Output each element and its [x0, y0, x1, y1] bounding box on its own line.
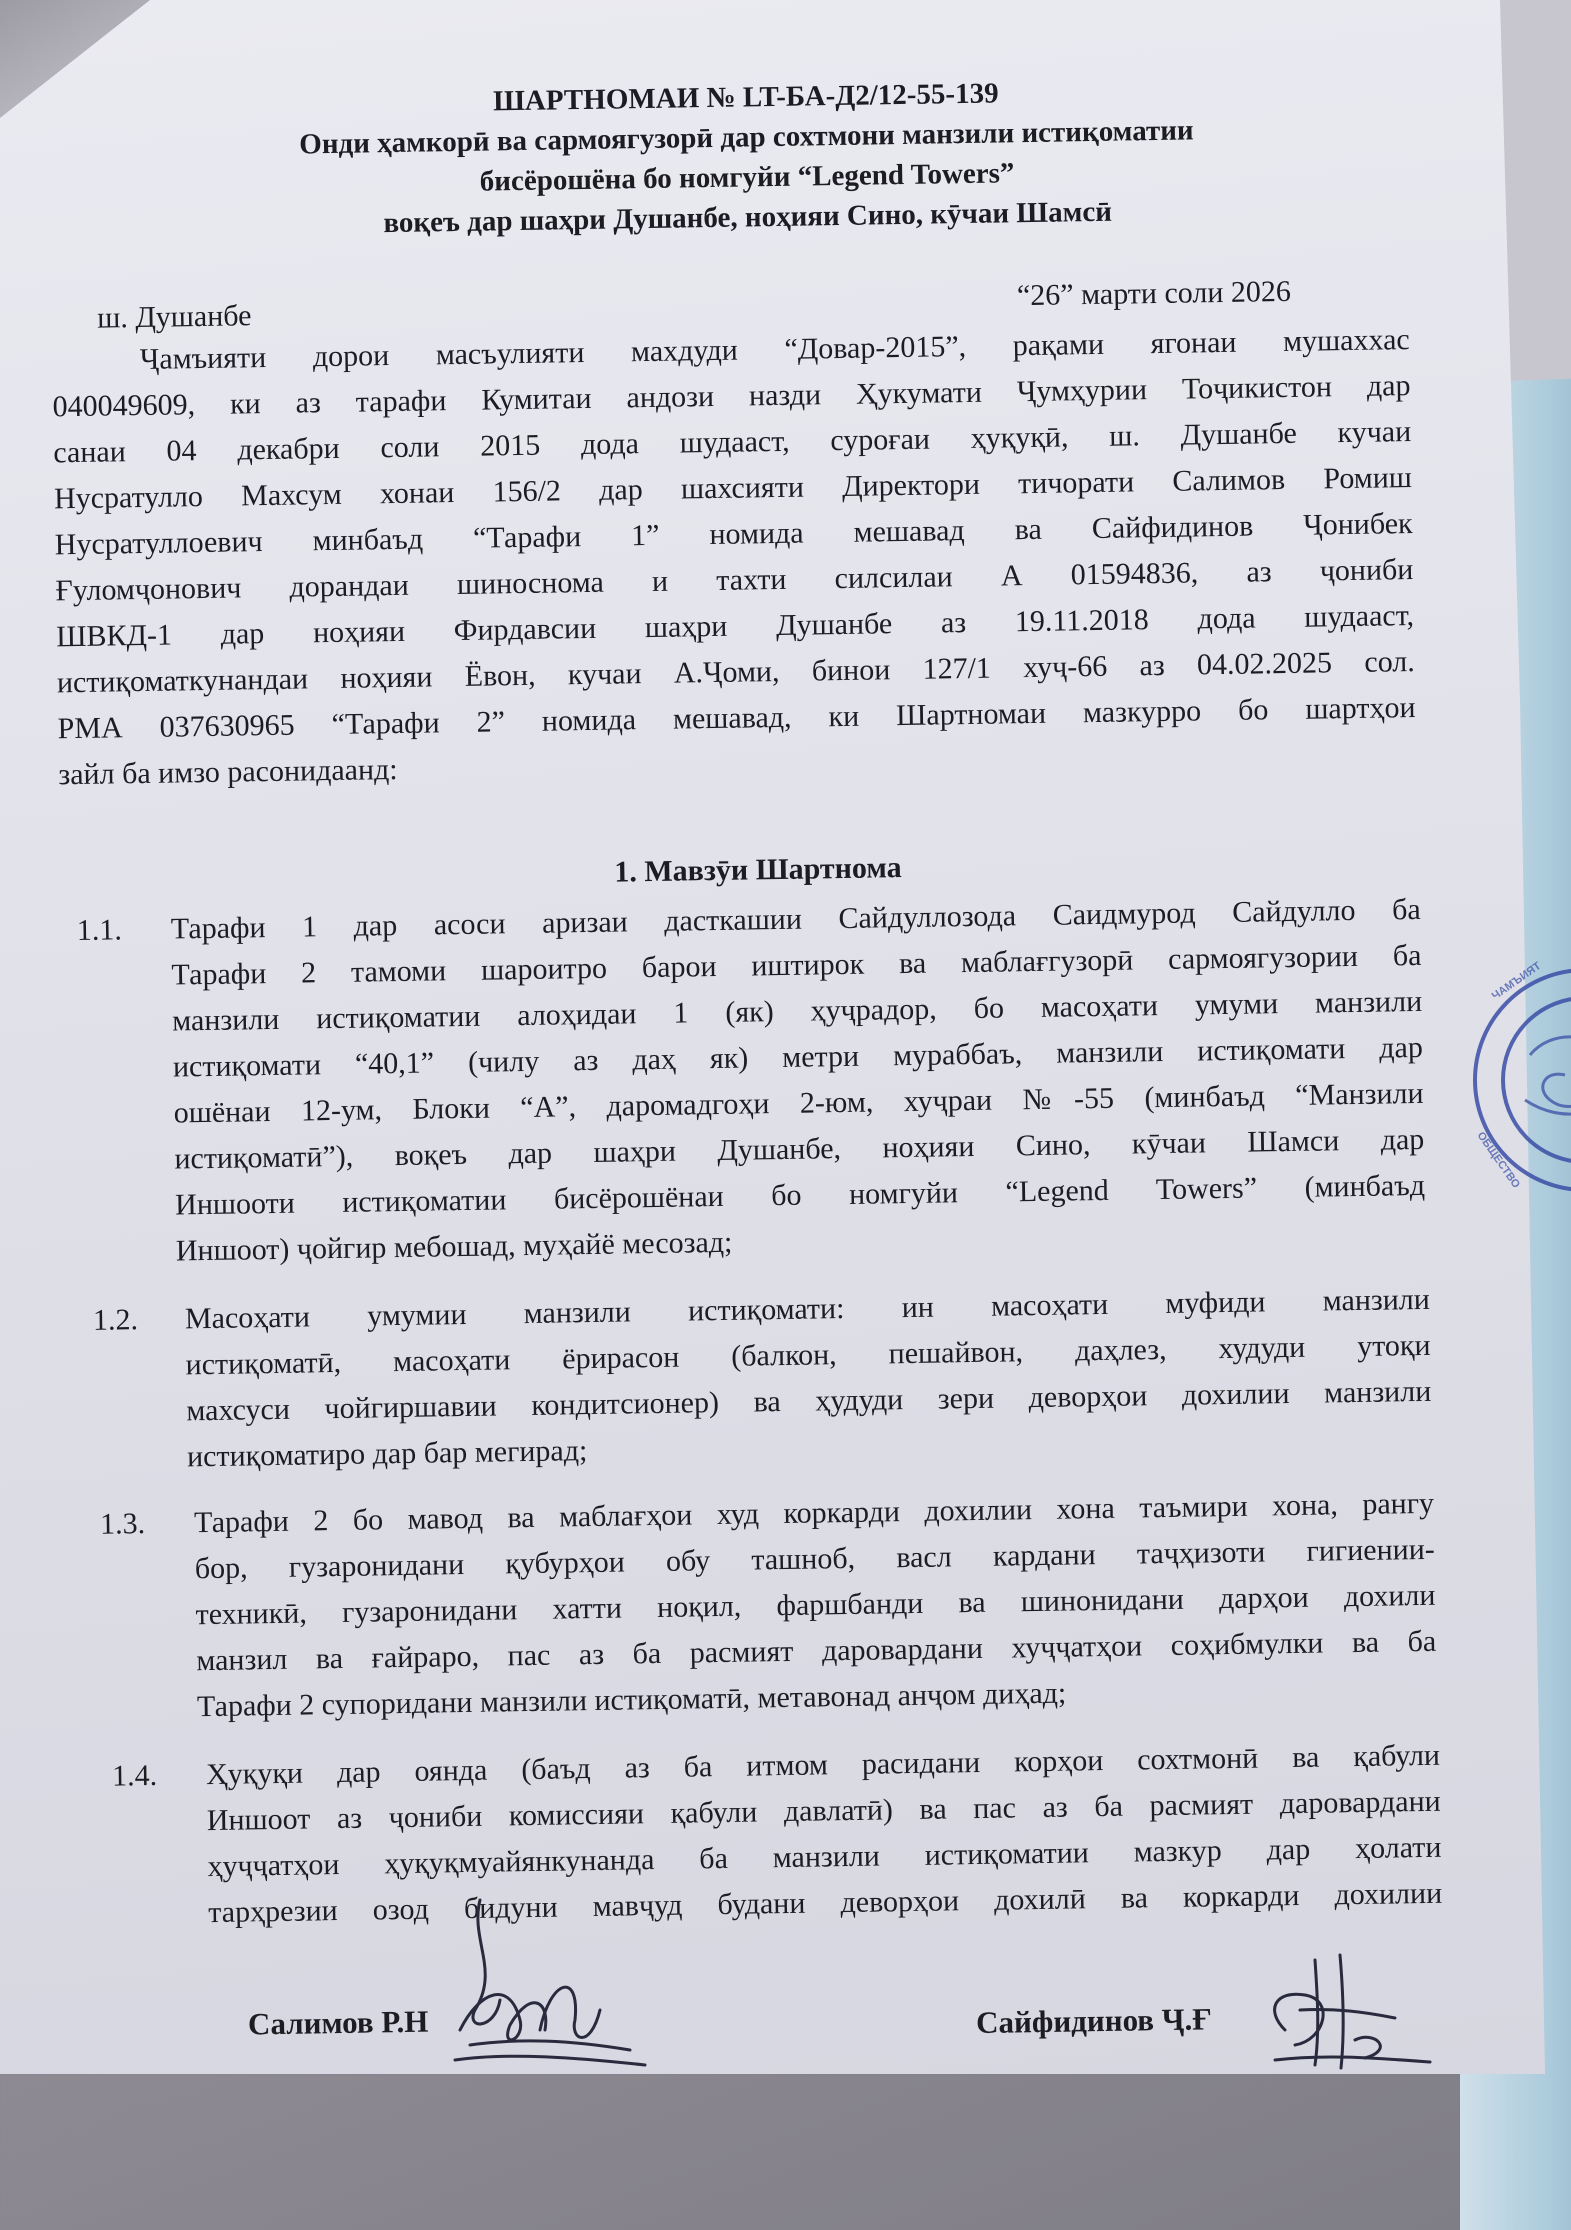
preamble-line: зайл ба имзо расонидаанд: — [58, 752, 398, 792]
preamble-line: санаи 04 декабри соли 2015 дода шудааст, суроғаи ҳуқуқӣ, ш. Душанбе кучаи — [53, 415, 1412, 470]
preamble-line: РМА 037630965 “Тарафи 2” номида мешавад, ки Шартномаи мазкурро бо шартҳои — [57, 690, 1416, 746]
svg-text:ЧАМЪИЯТ: ЧАМЪИЯТ — [1489, 960, 1544, 1003]
preamble-line: Нусратулло Махсум хонаи 156/2 дар шахсияти Директори тичорати Салимов Ромиш — [53, 461, 1413, 516]
clause-line: ҳуҷҷатҳои ҳуқуқмуайянкунанда ба манзили истиқоматии мазкур дар ҳолати — [207, 1830, 1442, 1884]
clause-line: бор, гузаронидани қубурҳои обу ташноб, васл кардани таҷҳизоти гигиении- — [194, 1532, 1435, 1586]
svg-text:ОБЩЕСТВО: ОБЩЕСТВО — [1474, 1129, 1523, 1191]
clause-line: техникӣ, гузаронидани хатти ноқил, фаршбанди ва шинонидани дарҳои дохили — [195, 1578, 1436, 1632]
clause-line: истиқомати “40,1” (чилу аз даҳ як) метри мураббаъ, манзили истиқомати дар — [172, 1030, 1424, 1084]
clause-line: Иншоот аз ҷониби комиссияи қабули давлатӣ) ва пас аз ба расмият даровардани — [206, 1784, 1441, 1838]
clause-line: тарҳрезии озод бидуни мавҷуд будани деворҳои дохилӣ ва коркарди дохилии — [208, 1876, 1443, 1930]
clause-line: Тарафи 1 дар асоси аризаи дасткашии Сайдуллозода Саидмурод Сайдулло ба — [170, 892, 1421, 946]
company-stamp — [1455, 960, 1571, 1200]
clause-line: истиқоматӣ, масоҳати ёрирасон (балкон, пешайвон, даҳлез, худуди утоқи — [185, 1328, 1431, 1382]
clause-number: 1.1. — [76, 913, 123, 948]
clause-line: Иншоот) ҷойгир мебошад, муҳайё месозад; — [175, 1225, 733, 1268]
right-signature — [1245, 1950, 1435, 2074]
clause-line: манзил ва ғайраро, пас аз ба расмият даровардани хуҷҷатҳои соҳибмулки ва ба — [196, 1624, 1437, 1678]
clause-number: 1.3. — [99, 1507, 146, 1541]
clause-number: 1.4. — [111, 1758, 158, 1793]
clause-line: Тарафи 2 тамоми шароитро барои иштирок ва маблағгузорӣ сармоягузории ба — [171, 938, 1422, 992]
signatory-right-name: Сайфидинов Ҷ.Ғ — [975, 2001, 1213, 2041]
clause-line: манзили истиқоматии алоҳидаи 1 (як) ҳуҷрадор, бо масоҳати умуми манзили — [171, 984, 1423, 1038]
clause-line: истиқоматӣ”), воқеъ дар шаҳри Душанбе, ноҳияи Сино, кӯчаи Шамси дар — [174, 1122, 1425, 1176]
preamble-line: Нусратуллоевич минбаъд “Тарафи 1” номида мешавад ва Сайфидинов Ҷонибек — [54, 507, 1413, 562]
clause-line: ошёнаи 12-ум, Блоки “А”, даромадгоҳи 2-юм, хуҷраи №-55 (минбаъд “Манзили — [173, 1076, 1424, 1130]
clause-number: 1.2. — [92, 1303, 139, 1337]
left-signature — [440, 1880, 650, 2070]
clause-line: Масоҳати умумии манзили истиқомати: ин масоҳати муфиди манзили — [184, 1282, 1431, 1336]
clause-line: Тарафи 2 супоридани манзили истиқоматӣ, метавонад анҷом диҳад; — [196, 1676, 1067, 1724]
contract-number-title: ШАРТНОМАИ № LT-БА-Д2/12-55-139 — [492, 77, 999, 118]
preamble-line: 040049609, ки аз тарафи Кумитаи андози назди Ҳукумати Ҷумҳурии Тоҷикистон дар — [52, 369, 1411, 424]
preamble-line: истиқоматкунандаи ноҳияи Ёвон, кучаи А.Ҷоми, бинои 127/1 хуҷ-66 аз 04.02.2025 сол. — [56, 644, 1416, 700]
contract-subtitle-line1: Онди ҳамкорӣ ва сармоягузорӣ дар сохтмони манзили истиқоматии — [299, 114, 1194, 161]
preamble-line: Ғуломҷонович дорандаи шиноснома и тахти силсилаи А 01594836, аз ҷониби — [55, 553, 1414, 608]
preamble-line: ШВКД-1 дар ноҳияи Фирдавсии шаҳри Душанбе аз 19.11.2018 дода шудааст, — [55, 598, 1415, 654]
preamble-line: Ҷамъияти дорои масъулияти махдуди “Довар-2015”, рақами ягонаи мушаххас — [139, 323, 1410, 376]
clause-line: истиқоматиро дар бар мегирад; — [186, 1434, 588, 1474]
clause-line: махсуси чойгиршавии кондитсионер) ва ҳудуди зери деворҳои дохилии манзили — [186, 1374, 1432, 1428]
clause-line: Иншооти истиқоматии бисёрошёнаи бо номгуйи “Legend Towers” (минбаъд — [174, 1168, 1426, 1222]
place-of-signing: ш. Душанбе — [96, 299, 252, 335]
clause-line: Тарафи 2 бо мавод ва маблағҳои худ коркарди дохилии хона таъмири хона, рангу — [193, 1486, 1435, 1540]
section-heading: 1. Мавзӯи Шартнома — [614, 851, 902, 889]
contract-subtitle-line2: бисёрошёна бо номгуйи “Legend Towers” — [479, 157, 1015, 198]
clause-line: Ҳуқуқи дар оянда (баъд аз ба итмом расидани корҳои сохтмонӣ ва қабули — [205, 1738, 1441, 1792]
contract-subtitle-line3: воқеъ дар шаҳри Душанбе, ноҳияи Сино, кӯчаи Шамсӣ — [383, 195, 1113, 240]
contract-date: “26” марти соли 2026 — [1016, 274, 1292, 313]
signatory-left-name: Салимов Р.Н — [247, 2003, 429, 2042]
